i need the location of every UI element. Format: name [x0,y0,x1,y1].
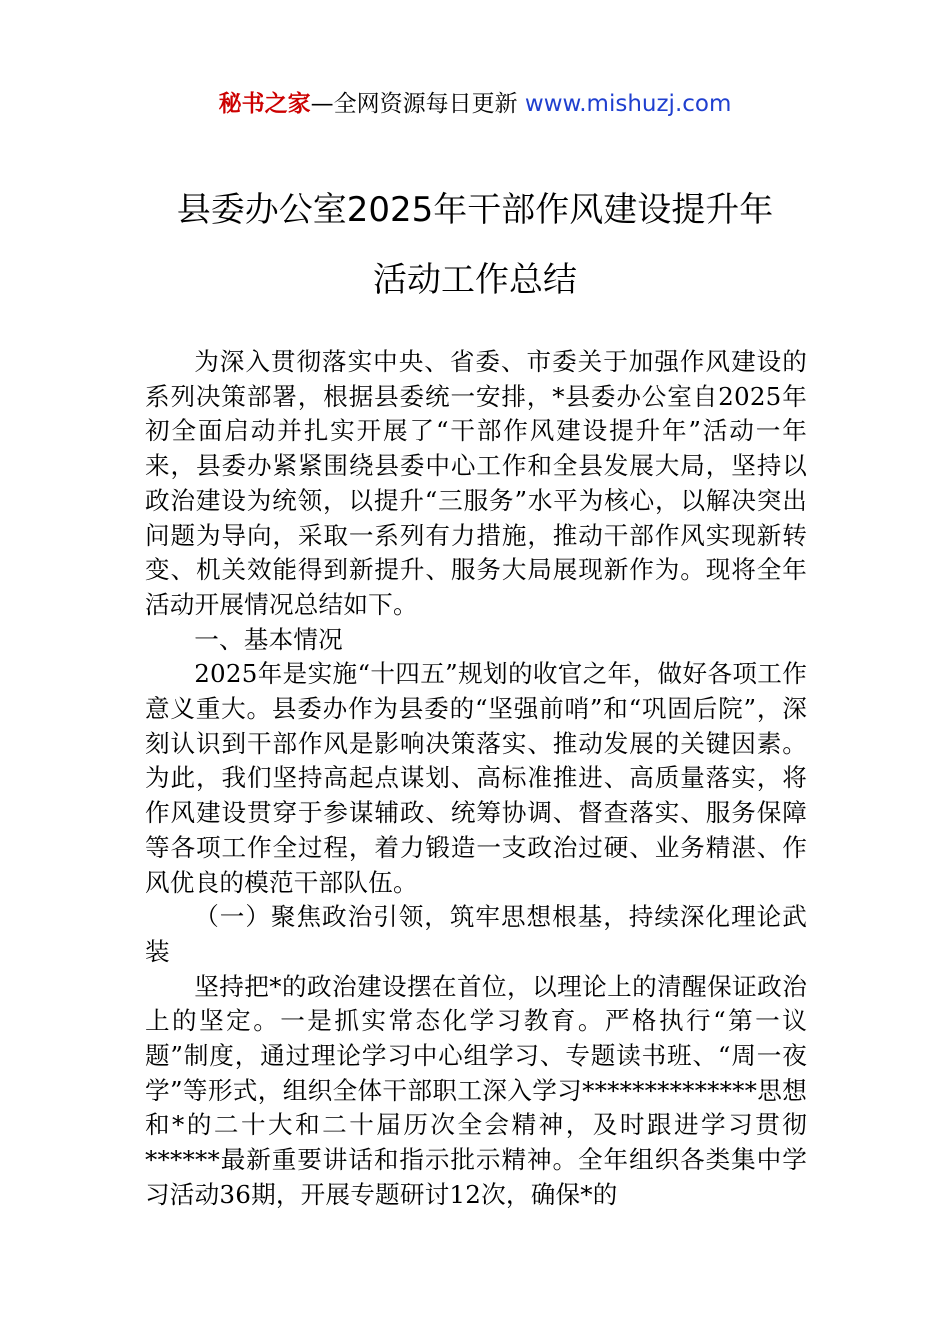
document-title-line-2: 活动工作总结 [373,260,577,300]
section-heading-basic: 一、基本情况 [194,624,343,654]
paragraph-intro: 为深入贯彻落实中央、省委、市委关于加强作风建设的系列决策部署，根据县委统一安排，*县委办公室自2025年初全面启动并扎实开展了“干部作风建设提升年”活动一年来，县委办紧紧围绕县委中心工作和全县发展大局，坚持以政治建设为统领，以提升“三服务”水平为核心，以解决突出问题为导向，采取一系列有力措施，推动干部作风实现新转变、机关效能得到新提升、服务大局展现新作为。现将全年活动开展情况总结如下。 [145,347,807,619]
document-body [145,345,807,1213]
site-url-link[interactable]: www.mishuzj.com [524,91,732,117]
site-header [0,86,950,122]
site-tagline: —全网资源每日更新 [310,91,518,117]
paragraph-political-guidance: 坚持把*的政治建设摆在首位，以理论上的清醒保证政治上的坚定。一是抓实常态化学习教育。严格执行“第一议题”制度，通过理论学习中心组学习、专题读书班、“周一夜学”等形式，组织全体干部职工深入学习**************思想和*的二十大和二十届历次全会精神，及时跟进学习贯彻******最新重要讲话和指示批示精神。全年组织各类集中学习活动36期，开展专题研讨12次，确保*的 [145,971,807,1209]
document-title-line-1: 县委办公室2025年干部作风建设提升年 [176,190,774,230]
subsection-heading-1: （一）聚焦政治引领，筑牢思想根基，持续深化理论武装 [145,902,807,966]
paragraph-basic-situation: 2025年是实施“十四五”规划的收官之年，做好各项工作意义重大。县委办作为县委的“坚强前哨”和“巩固后院”，深刻认识到干部作风是影响决策落实、推动发展的关键因素。为此，我们坚持高起点谋划、高标准推进、高质量落实，将作风建设贯穿于参谋辅政、统筹协调、督查落实、服务保障等各项工作全过程，着力锻造一支政治过硬、业务精湛、作风优良的模范干部队伍。 [145,659,807,897]
site-name: 秘书之家 [218,91,311,117]
